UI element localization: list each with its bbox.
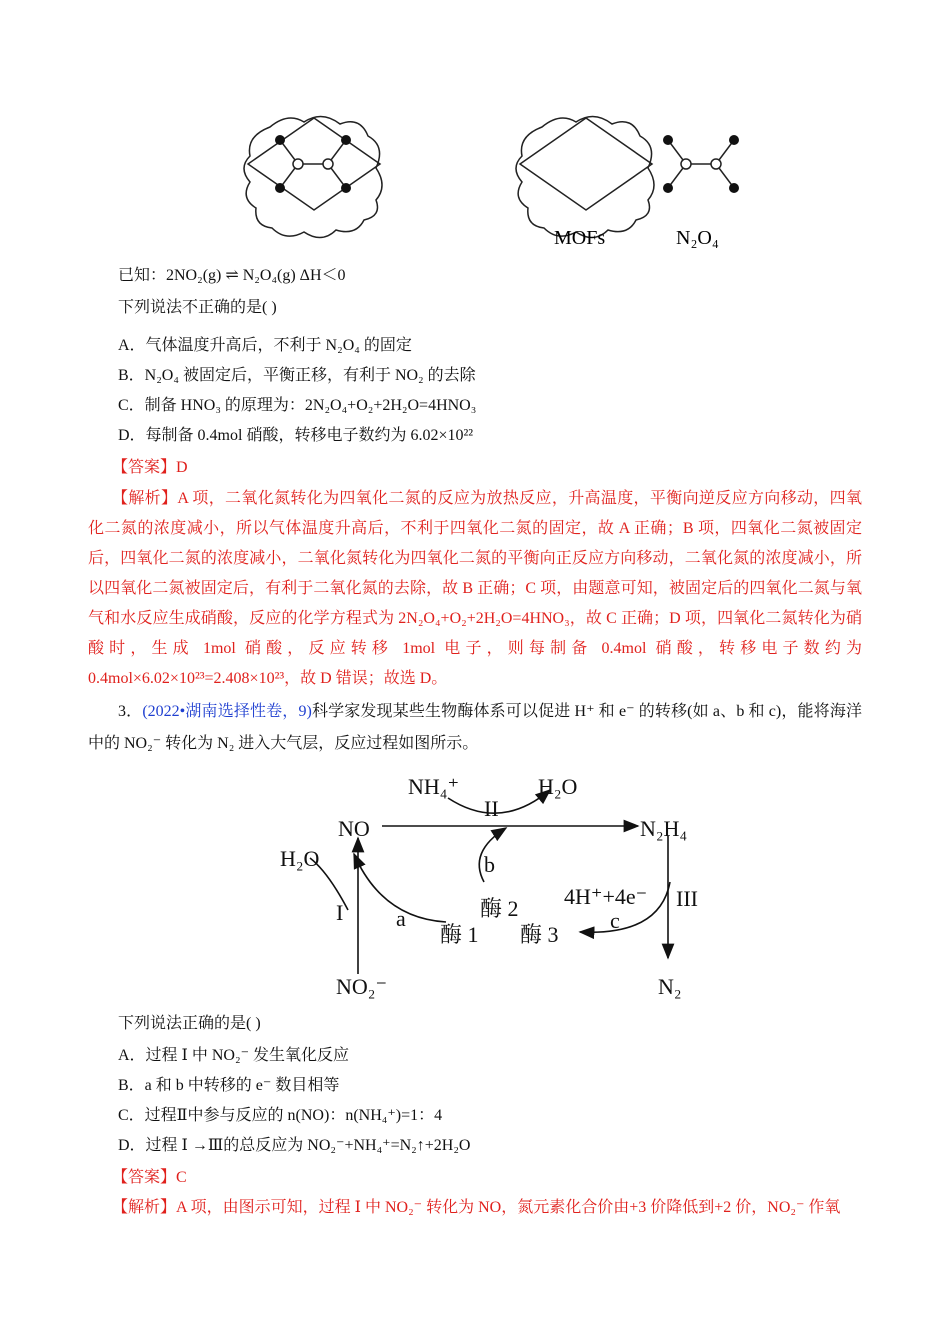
- diag-nh4: NH₄⁺: [408, 774, 460, 799]
- n2o4-label: N₂O₄: [676, 227, 719, 249]
- diag-b: b: [484, 852, 495, 877]
- q3-option-d[interactable]: D．过程 Ⅰ →Ⅲ的总反应为 NO₂⁻+NH₄⁺=N₂↑+2H₂O: [118, 1137, 471, 1154]
- diag-n2h4: N₂H₄: [640, 816, 688, 841]
- q3-option-c[interactable]: C．过程Ⅱ中参与反应的 n(NO)：n(NH₄⁺)=1：4: [118, 1107, 443, 1124]
- q3-option-b[interactable]: B．a 和 b 中转移的 e⁻ 数目相等: [118, 1077, 340, 1094]
- known-equation: 已知：2NO₂(g) ⇌ N₂O₄(g) ΔH＜0: [118, 267, 346, 284]
- diag-enzyme-2: 酶 2: [480, 896, 519, 921]
- q3-option-a[interactable]: A．过程 Ⅰ 中 NO₂⁻ 发生氧化反应: [118, 1047, 350, 1064]
- q3-number: 3．: [118, 703, 143, 720]
- diag-proton: 4H⁺+4e⁻: [564, 884, 648, 909]
- diag-process-III: III: [676, 886, 698, 911]
- diag-process-I: I: [336, 900, 344, 925]
- q2-option-b[interactable]: B．N₂O₄ 被固定后，平衡正移，有利于 NO₂ 的去除: [118, 367, 476, 384]
- diag-a: a: [396, 906, 406, 931]
- diag-no: NO: [338, 816, 370, 841]
- q3-stem: [88, 696, 862, 760]
- q2-option-c[interactable]: C．制备 HNO₃ 的原理为：2N₂O₄+O₂+2H₂O=4HNO₃: [118, 397, 477, 414]
- diag-c: c: [610, 908, 620, 933]
- q2-option-d[interactable]: D．每制备 0.4mol 硝酸，转移电子数约为 6.02×10²²: [118, 427, 474, 444]
- q2-option-a[interactable]: A．气体温度升高后，不利于 N₂O₄ 的固定: [118, 337, 412, 354]
- diag-h2o-left: H₂O: [280, 846, 320, 871]
- reaction-diagram: [270, 762, 720, 1002]
- q3-stem-text: 科学家发现某些生物酶体系可以促进 H⁺ 和 e⁻ 的转移(如 a、b 和 c)，能将海洋中的 NO₂⁻ 转化为 N₂ 进入大气层，反应过程如图所示。: [88, 703, 862, 752]
- framework-rhombus-mofs: [520, 118, 652, 210]
- q3-answer: 【答案】C: [112, 1169, 187, 1186]
- mofs-label: MOFs: [554, 227, 606, 249]
- q2-question: 下列说法不正确的是( ): [118, 299, 277, 316]
- diag-process-II: II: [484, 796, 499, 821]
- diag-enzyme-1: 酶 1: [440, 922, 479, 947]
- mof-figure: [236, 112, 766, 252]
- diag-h2o-top: H₂O: [538, 774, 578, 799]
- q3-analysis: 【解析】A 项，由图示可知，过程 Ⅰ 中 NO₂⁻ 转化为 NO，氮元素化合价由+3 价降低到+2 价，NO₂⁻ 作氧: [112, 1199, 841, 1216]
- q2-answer: 【答案】D: [112, 459, 188, 476]
- q3-source: (2022•湖南选择性卷，9): [142, 703, 312, 720]
- diag-enzyme-3: 酶 3: [520, 922, 559, 947]
- diag-n2: N₂: [658, 974, 682, 999]
- diag-no2: NO₂⁻: [336, 974, 388, 999]
- q3-question: 下列说法正确的是( ): [118, 1015, 261, 1032]
- q2-analysis: 【解析】A 项，二氧化氮转化为四氧化二氮的反应为放热反应，升高温度，平衡向逆反应方向移动，四氧化二氮的浓度减小，所以气体温度升高后，不利于四氧化二氮的固定，故 A 正确；B 项，四氧化二氮被固定后，四氧化二氮的浓度减小，二氧化氮转化为四氧化二氮的平衡向正反应方向移动，二氧化氮的浓度减小，所以四氧化二氮被固定后，有利于二氧化氮的去除，故 B 正确；C 项，由题意可知，被固定后的四氧化二氮与氧气和水反应生成硝酸，反应的化学方程式为 2N₂O₄+O₂+2H₂O=4HNO₃，故 C 正确；D 项，四氧化二氮转化为硝酸时，生成 1mol 硝酸，反应转移 1mol 电子，则每制备 0.4mol 硝酸，转移电子数约为 0.4mol×6.02×10²³=2.408×10²³，故 D 错误；故选 D。: [88, 490, 862, 687]
